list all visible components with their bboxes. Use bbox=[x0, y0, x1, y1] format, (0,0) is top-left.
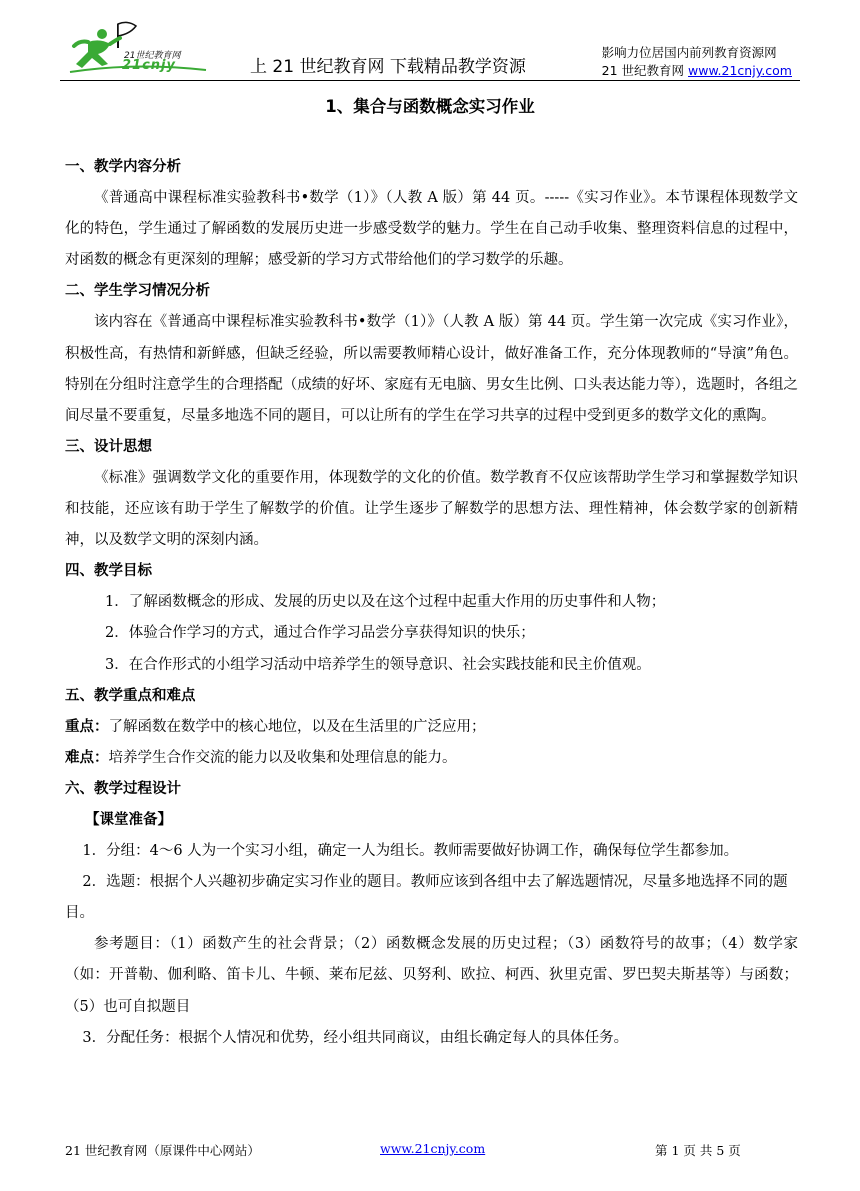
section-heading-key-points: 五、教学重点和难点 bbox=[65, 687, 196, 704]
footer-site-name: 21 世纪教育网（原课件中心网站） bbox=[65, 1143, 260, 1158]
difficulty-label: 难点： bbox=[65, 749, 109, 766]
objective-item: 3．在合作形式的小组学习活动中培养学生的领导意识、社会实践技能和民主价值观。 bbox=[105, 656, 651, 673]
process-step: 3．分配任务：根据个人情况和优势，经小组共同商议，由组长确定每人的具体任务。 bbox=[82, 1029, 629, 1046]
footer-page-number: 第 1 页 共 5 页 bbox=[655, 1143, 741, 1158]
section-heading-process: 六、教学过程设计 bbox=[65, 780, 181, 797]
student-analysis-paragraph: 该内容在《普通高中课程标准实验教科书•数学（1）》（人教 A 版）第 44 页。学生第一次完成《实习作业》，积极性高，有热情和新鲜感，但缺乏经验，所以需要教师精心设计，做好准备工作，充分体现教师的“导演”角色。特别在分组时注意学生的合理搭配（成绩的好坏、家庭有无电脑、男女生比例、口头表达能力等），选题时，各组之间尽量不要重复，尽量多地选不同的题目，可以让所有的学生在学习共享的过程中受到更多的数学文化的熏陶。 bbox=[65, 314, 798, 424]
document-title: 1、集合与函数概念实习作业 bbox=[325, 97, 535, 116]
key-point-line bbox=[65, 712, 798, 743]
document-body bbox=[65, 152, 798, 1054]
logo-text-top: 21世纪教育网 bbox=[124, 51, 181, 61]
header-right-info bbox=[602, 44, 792, 80]
header-tagline: 影响力位居国内前列教育资源网 bbox=[601, 45, 777, 60]
content-analysis-paragraph: 《普通高中课程标准实验教科书•数学（1）》（人教 A 版）第 44 页。-----《实习作业》。本节课程体现数学文化的特色，学生通过了解函数的发展历史进一步感受数学的魅力。学生在自己动手收集、整理资料信息的过程中，对函数的概念有更深刻的理解；感受新的学习方式带给他们的学习数学的乐趣。 bbox=[65, 190, 798, 269]
key-point-label: 重点： bbox=[65, 718, 109, 735]
section-heading-objectives: 四、教学目标 bbox=[65, 563, 152, 580]
process-step: 1．分组：4～6 人为一个实习小组，确定一人为组长。教师需要做好协调工作，确保每位学生都参加。 bbox=[82, 843, 739, 860]
section-heading-design-idea: 三、设计思想 bbox=[65, 438, 152, 455]
site-logo[interactable] bbox=[66, 18, 216, 80]
section-heading-content-analysis: 一、教学内容分析 bbox=[65, 159, 181, 175]
page-header bbox=[60, 18, 800, 80]
footer-site-link[interactable]: www.21cnjy.com bbox=[380, 1141, 486, 1156]
difficulty-text: 培养学生合作交流的能力以及收集和处理信息的能力。 bbox=[108, 749, 457, 766]
header-divider bbox=[60, 80, 800, 81]
difficulty-line bbox=[65, 743, 798, 774]
objective-item: 2．体验合作学习的方式，通过合作学习品尝分享获得知识的快乐； bbox=[105, 625, 535, 642]
section-heading-student-analysis: 二、学生学习情况分析 bbox=[65, 283, 210, 300]
header-site-line bbox=[602, 62, 792, 80]
header-site-link[interactable]: www.21cnjy.com bbox=[688, 63, 792, 78]
header-slogan: 上 21 世纪教育网 下载精品教学资源 bbox=[250, 57, 526, 77]
design-idea-paragraph: 《标准》强调数学文化的重要作用，体现数学的文化的价值。数学教育不仅应该帮助学生学习和掌握数学知识和技能，还应该有助于学生了解数学的价值。让学生逐步了解数学的思想方法、理性精神，体会数学家的创新精神，以及数学文明的深刻内涵。 bbox=[65, 469, 798, 549]
key-point-text: 了解函数在数学中的核心地位，以及在生活里的广泛应用； bbox=[108, 718, 486, 735]
header-site-name: 21 世纪教育网 bbox=[601, 63, 689, 78]
subheading-class-preparation: 【课堂准备】 bbox=[85, 811, 172, 828]
process-step: 2．选题：根据个人兴趣初步确定实习作业的题目。教师应该到各组中去了解选题情况，尽量多地选择不同的题目。 bbox=[65, 874, 788, 922]
logo-text-bottom: 21cnjy bbox=[122, 58, 176, 73]
reference-topics-paragraph: 参考题目：（1）函数产生的社会背景；（2）函数概念发展的历史过程；（3）函数符号的故事；（4）数学家（如：开普勒、伽利略、笛卡儿、牛顿、莱布尼兹、贝努利、欧拉、柯西、狄里克雷、罗巴契夫斯基等）与函数；（5）也可自拟题目 bbox=[65, 936, 798, 1015]
objective-item: 1．了解函数概念的形成、发展的历史以及在这个过程中起重大作用的历史事件和人物； bbox=[105, 594, 666, 611]
